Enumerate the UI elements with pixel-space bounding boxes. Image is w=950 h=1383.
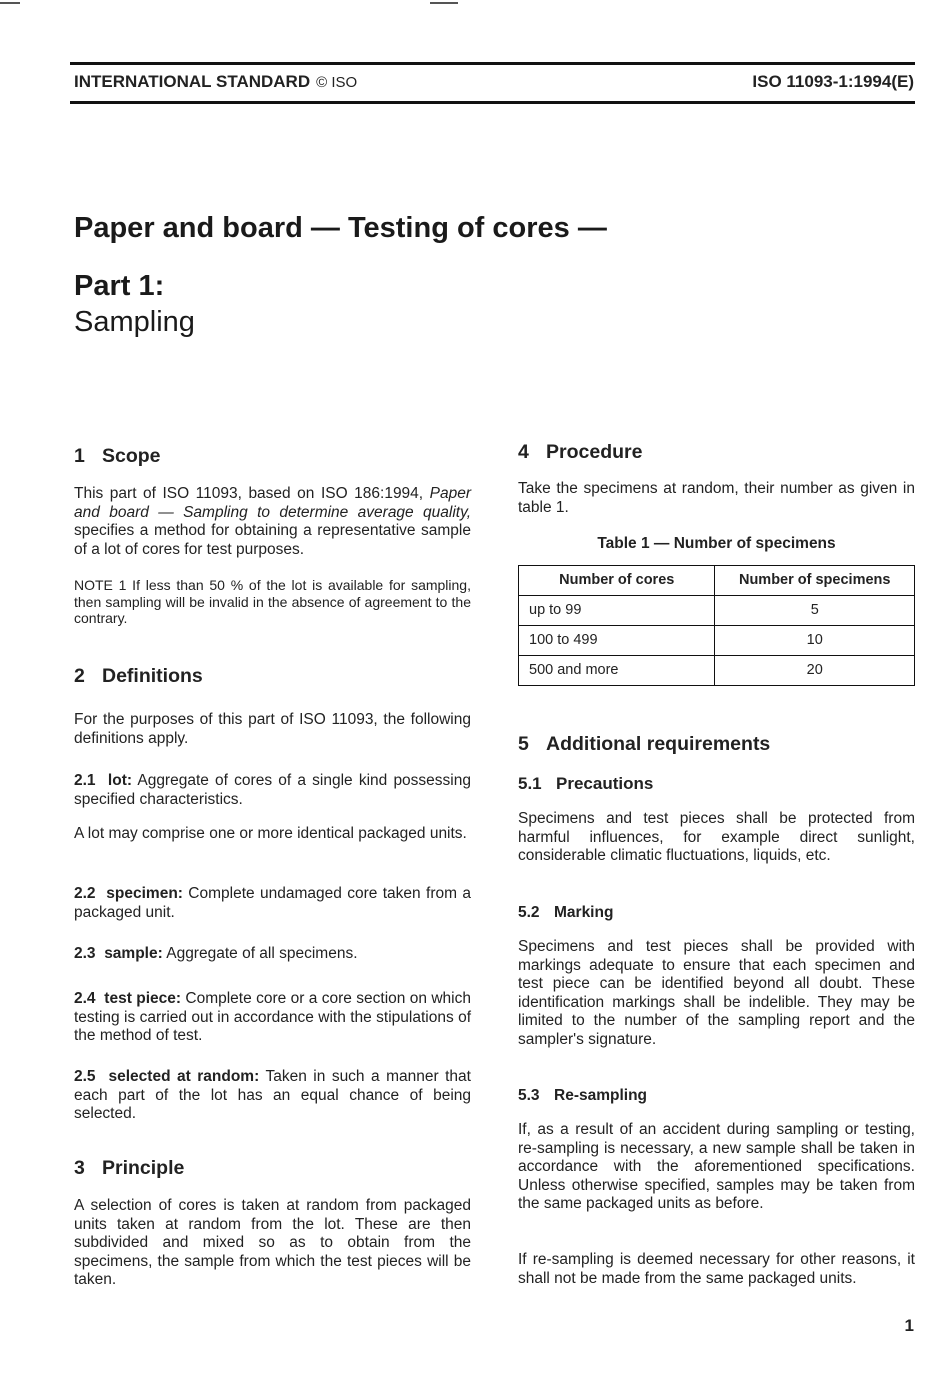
table-cell: 10 (715, 626, 915, 656)
header-standard-label: INTERNATIONAL STANDARD (74, 72, 311, 91)
section-procedure-heading: 4 Procedure (518, 441, 643, 463)
table-caption: Table 1 — Number of specimens (597, 535, 836, 552)
section-scope-heading: 1 Scope (74, 445, 161, 467)
subsection-resampling-heading: 5.3 Re-sampling (518, 1087, 648, 1104)
page-number: 1 (904, 1316, 914, 1335)
part-label: Part 1: (74, 270, 165, 302)
scope-text: This part of ISO 11093, based on ISO 186:1994, Paper and board — Sampling to determine average quality, specifies a method for obtaining a representative sample of a lot of cores for test purposes. (74, 485, 471, 558)
definition-selected-at-random: 2.5 selected at random: Taken in such a manner that each part of the lot has an equal chance of being selected. (74, 1068, 471, 1122)
part-subtitle: Sampling (74, 306, 195, 338)
document-title: Paper and board — Testing of cores — (74, 212, 607, 244)
specimens-table (518, 565, 915, 686)
scope-note: NOTE 1 If less than 50 % of the lot is available for sampling, then sampling will be invalid in the absence of agreement to the contrary. (74, 577, 471, 626)
definitions-intro: For the purposes of this part of ISO 11093, the following definitions apply. (74, 711, 471, 747)
table-row (519, 626, 915, 656)
definition-test-piece: 2.4 test piece: Complete core or a core section on which testing is carried out in accordance with the stipulations of the method of test. (74, 990, 471, 1044)
scan-mark-left (0, 2, 20, 4)
header-iso-mark: © ISO (316, 74, 358, 91)
principle-text: A selection of cores is taken at random from packaged units taken at random from the lot. These are then subdivided and mixed so as to obtain from the specimens, the sample from which the test pieces will be taken. (74, 1197, 471, 1288)
table-header-row (519, 566, 915, 596)
definition-lot: 2.1 lot: Aggregate of cores of a single kind possessing specified characteristics. (74, 772, 471, 808)
definition-lot-extra: A lot may comprise one or more identical packaged units. (74, 825, 467, 842)
table-cell: 20 (715, 656, 915, 686)
table-cell: 100 to 499 (519, 626, 715, 656)
subsection-precautions-heading: 5.1 Precautions (518, 774, 654, 793)
section-additional-heading: 5 Additional requirements (518, 733, 771, 755)
definition-sample: 2.3 sample: Aggregate of all specimens. (74, 945, 358, 962)
table-cell: 500 and more (519, 656, 715, 686)
left-column (74, 0, 471, 1383)
table-cell: 5 (715, 596, 915, 626)
resampling-text-1: If, as a result of an accident during sampling or testing, re-sampling is necessary, a new sample shall be taken in accordance with the aforementioned specifications. Unless otherwise specified, samples may be taken from the same packaged units as before. (518, 1121, 915, 1212)
resampling-text-2: If re-sampling is deemed necessary for other reasons, it shall not be made from the same packaged units. (518, 1251, 915, 1287)
table-cell: up to 99 (519, 596, 715, 626)
procedure-text: Take the specimens at random, their number as given in table 1. (518, 480, 915, 516)
marking-text: Specimens and test pieces shall be provided with markings adequate to ensure that each specimen and test piece can be identified beyond all doubt. These identification markings shall be indelible. They may be limited to the number of the sampling report and the sampler's signature. (518, 938, 915, 1048)
subsection-marking-heading: 5.2 Marking (518, 904, 614, 921)
header-document-number: ISO 11093-1:1994(E) (752, 72, 914, 91)
right-column (518, 0, 915, 1383)
section-principle-heading: 3 Principle (74, 1157, 185, 1179)
table-row (519, 656, 915, 686)
section-definitions-heading: 2 Definitions (74, 665, 203, 687)
table-header-cell: Number of specimens (715, 566, 915, 596)
table-header-cell: Number of cores (519, 566, 715, 596)
precautions-text: Specimens and test pieces shall be protected from harmful influences, for example direct sunlight, considerable climatic fluctuations, liquids, etc. (518, 810, 915, 864)
table-row (519, 596, 915, 626)
definition-specimen: 2.2 specimen: Complete undamaged core taken from a packaged unit. (74, 885, 471, 921)
